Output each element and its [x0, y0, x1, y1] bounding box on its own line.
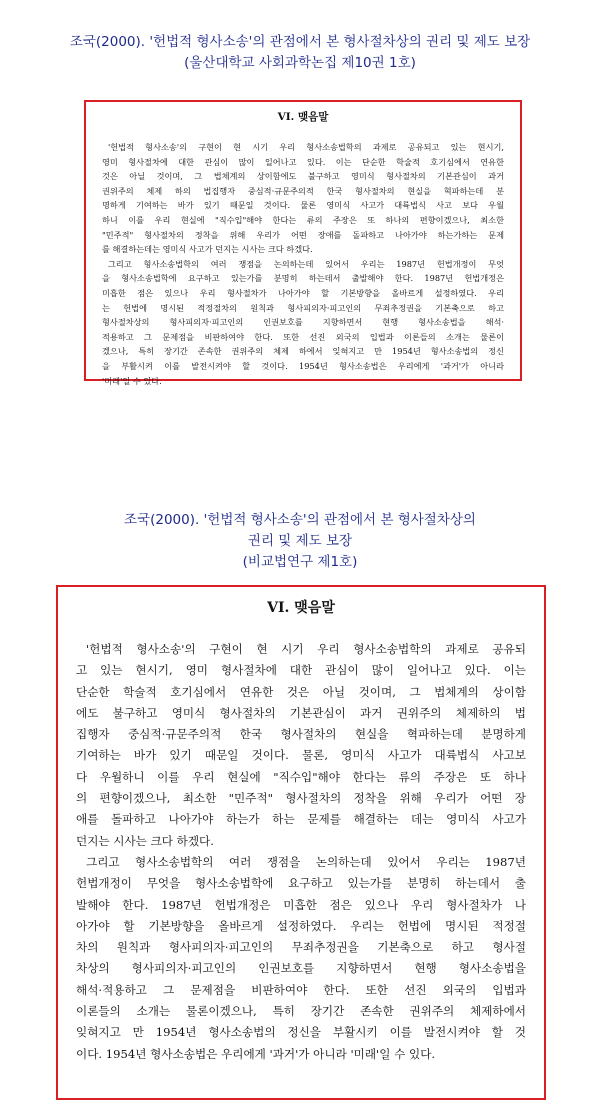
text-line: 단순한 학술적 호기심에서 연유한 것은 아닐 것이며, 그 법체계의 상이함 — [76, 684, 526, 699]
text-line: 는 헌법에 명시된 적정절차의 원칙과 형사피의자·피고인의 무죄추정권을 기본축으로 하고 — [102, 302, 504, 313]
text-line: 발해야 한다. 1987년 헌법개정은 미흡한 점은 있으나 우리 형사절차가 나 — [76, 897, 526, 912]
text-line: 를 해결하는데는 영미식 사고가 던지는 시사는 크다 하겠다. — [102, 244, 313, 255]
text-line: 적용하고 그 문제점을 비판하여야 한다. 또한 선진 외국의 입법과 이론들의 소개는 물론이 — [102, 331, 504, 342]
text-line: 헌법개정이 무엇을 형사소송법학에 요구하고 있는가를 분명히 하는데서 출 — [76, 876, 526, 891]
text-line: 잊혀지고 만 1954년 형사소송법의 정신을 부활시키 이를 발전시켜야 할 것 — [76, 1025, 526, 1040]
section-heading: VI. 맺음말 — [277, 111, 329, 123]
text-line: 기여하는 바가 있기 때문일 것이다. 물론, 영미식 사고가 대륙법식 사고보 — [76, 748, 526, 763]
text-line: 다 우월하니 이를 우리 현실에 "직수입"해야 한다는 류의 주장은 또 하나 — [76, 769, 526, 784]
text-line: 차의 원칙과 형사피의자·피고인의 무죄추정권을 기본축으로 하고 형사절 — [76, 940, 526, 955]
text-line: 이론들의 소개는 물론이겠으나, 특히 장기간 존속한 권위주의 체제하에서 — [76, 1004, 526, 1019]
caption-line: (비교법연구 제1호) — [242, 554, 358, 570]
text-line: 아가야 할 기본방향을 올바르게 설정하였다. 우리는 헌법에 명시된 적정절 — [76, 918, 526, 933]
text-line: 그리고 형사소송법학의 여러 쟁점을 논의하는데 있어서 우리는 1987년 헌법개정이 무엇 — [108, 258, 504, 269]
caption-line: (울산대학교 사회과학논집 제10권 1호) — [184, 55, 416, 71]
text-line: '미래'일 수 있다. — [102, 375, 162, 386]
text-line: 애를 돌파하고 나아가야 하는가 하는 문제를 해결하는 데는 영미식 사고가 — [76, 812, 526, 827]
text-line: 명하게 기여하는 바가 있기 때문일 것이다. 물론 영미식 사고가 대륙법식 사고 보다 우월 — [102, 200, 504, 211]
excerpt-box-ulsan — [84, 100, 522, 386]
text-line: 미흡한 점은 있으나 우리 형사절차가 나아가야 할 기본방향을 올바르게 설정하였다. 우리 — [102, 287, 504, 298]
text-line: "민주적" 형사절차의 정착을 위해 우리가 어떤 장애를 돌파하고 나아가야 하는가하는 문제 — [102, 229, 504, 240]
text-line: 차상의 형사피의자·피고인의 인권보호를 지향하면서 현행 형사소송법을 — [76, 961, 526, 976]
text-line: 형사절차상의 형사피의자·피고인의 인권보호를 지향하면서 현행 형사소송법을 해석· — [102, 317, 504, 328]
text-line: 고 있는 현시기, 영미 형사절차에 대한 관심이 많이 일어나고 있다. 이는 — [76, 663, 526, 678]
text-line: 하니 이를 우리 현실에 "직수입"해야 한다는 류의 주장은 또 하나의 편향이겠으나, 최소한 — [102, 214, 504, 225]
source-caption-comparative-law — [0, 510, 600, 573]
caption-line: 조국(2000). '헌법적 형사소송'의 관점에서 본 형사절차상의 — [124, 512, 476, 528]
text-line: 던지는 시사는 크다 하겠다. — [76, 833, 214, 848]
text-line: 영미 형사절차에 대한 관심이 많이 일어나고 있다. 이는 단순한 학술적 호기심에서 연유한 — [102, 156, 504, 167]
text-line: 권위주의 체제 하의 법집행자 중심적·규문주의적 한국 형사절차의 현실을 혁파하는데 분 — [102, 185, 504, 196]
section-heading: VI. 맺음말 — [267, 600, 335, 616]
text-line: '헌법적 형사소송'의 구현이 현 시기 우리 형사소송법학의 과제로 공유되 — [86, 642, 526, 656]
excerpt-box-comparative-law — [56, 585, 546, 1100]
text-line: 집행자 중심적·규문주의적 한국 형사절차의 현실을 혁파하는데 분명하게 — [76, 727, 526, 742]
source-caption-ulsan — [0, 32, 600, 74]
text-line: 을 형사소송법학에 요구하고 있는가를 분명히 하는데서 출발해야 한다. 1987년 헌법개정은 — [102, 273, 504, 284]
text-line: 것은 아닐 것이며, 그 법체계의 상이함에도 불구하고 영미식 형사절차의 기본관심이 과거 — [102, 171, 504, 182]
text-line: 이다. 1954년 형사소송법은 우리에게 '과거'가 아니라 '미래'일 수 있다. — [76, 1046, 436, 1061]
text-line: 해석·적용하고 그 문제점을 비판하여야 한다. 또한 선진 외국의 입법과 — [76, 982, 526, 997]
text-line: '헌법적 형사소송'의 구현이 현 시기 우리 형사소송법학의 과제로 공유되고 있는 현시기, — [108, 142, 504, 152]
text-line: 을 부활시켜 이를 발전시켜야 할 것이다. 1954년 형사소송법은 우리에게 '과거'가 아니라 — [102, 360, 504, 371]
text-line: 에도 불구하고 영미식 형사절차의 기본관심이 과거 권위주의 체제하의 법 — [76, 705, 526, 720]
caption-line: 조국(2000). '헌법적 형사소송'의 관점에서 본 형사절차상의 권리 및 제도 보장 — [69, 34, 531, 50]
text-line: 겠으나, 특히 장기간 존속한 권위주의 체제 하에서 잊혀지고 만 1954년 형사소송법의 정신 — [102, 346, 504, 357]
text-line: 그리고 형사소송법학의 여러 쟁점을 논의하는데 있어서 우리는 1987년 — [86, 854, 526, 869]
caption-line: 권리 및 제도 보장 — [247, 533, 353, 549]
text-line: 의 편향이겠으나, 최소한 "민주적" 형사절차의 정착을 위해 우리가 어떤 장 — [76, 791, 526, 806]
